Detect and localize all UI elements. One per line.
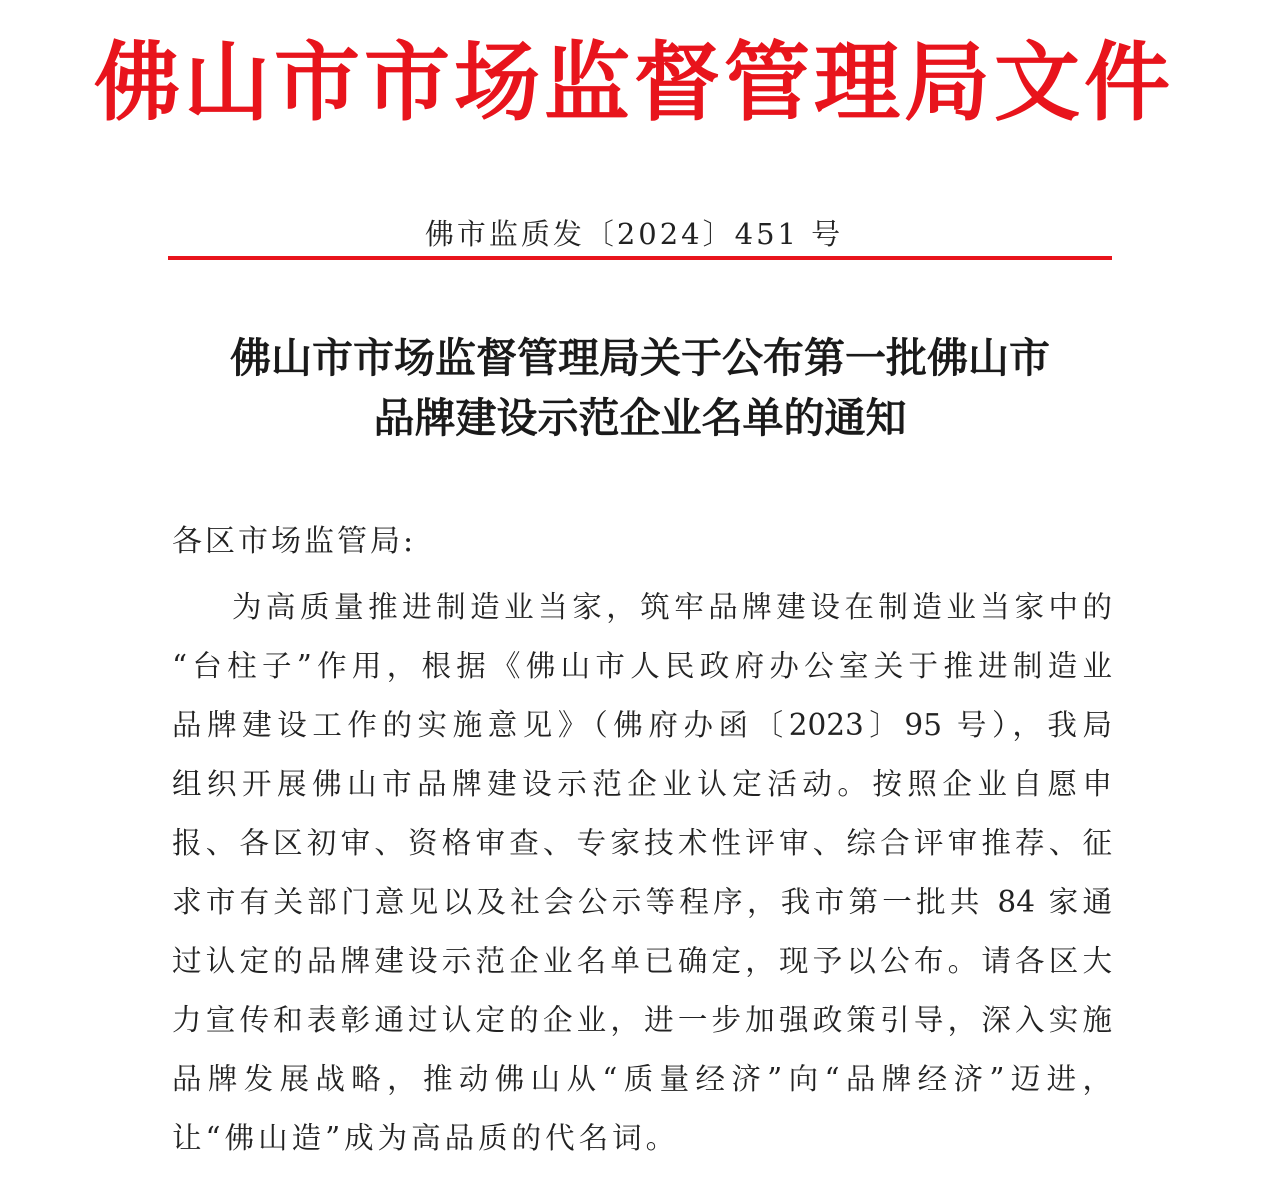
body-line: 力宣传和表彰通过认定的企业，进一步加强政策引导，深入实施 xyxy=(172,1003,1112,1037)
body-line: 报、各区初审、资格审查、专家技术性评审、综合评审推荐、征 xyxy=(172,826,1112,860)
body-line: 让“佛山造”成为高品质的代名词。 xyxy=(172,1121,680,1155)
body-line: 组织开展佛山市品牌建设示范企业认定活动。按照企业自愿申 xyxy=(172,767,1112,801)
document-number: 佛市监质发〔2024〕451 号 xyxy=(424,217,844,251)
red-divider-line xyxy=(168,256,1112,260)
notice-title xyxy=(120,328,1160,448)
body-paragraph xyxy=(172,578,1112,1168)
body-line: 求市有关部门意见以及社会公示等程序，我市第一批共 84 家通 xyxy=(172,885,1112,919)
body-line: “台柱子”作用，根据《佛山市人民政府办公室关于推进制造业 xyxy=(172,649,1112,683)
body-line: 为高质量推进制造业当家，筑牢品牌建设在制造业当家中的 xyxy=(232,590,1112,624)
salutation: 各区市场监管局: xyxy=(172,524,417,559)
issuing-authority-header: 佛山市市场监督管理局文件 xyxy=(94,32,1174,133)
notice-title-line: 品牌建设示范企业名单的通知 xyxy=(373,394,907,442)
body-line: 品牌建设工作的实施意见》（佛府办函〔2023〕95 号），我局 xyxy=(172,708,1112,742)
body-line: 品牌发展战略，推动佛山从“质量经济”向“品牌经济”迈进， xyxy=(172,1062,1112,1096)
body-line: 过认定的品牌建设示范企业名单已确定，现予以公布。请各区大 xyxy=(172,944,1112,978)
notice-title-line: 佛山市市场监督管理局关于公布第一批佛山市 xyxy=(230,334,1050,382)
